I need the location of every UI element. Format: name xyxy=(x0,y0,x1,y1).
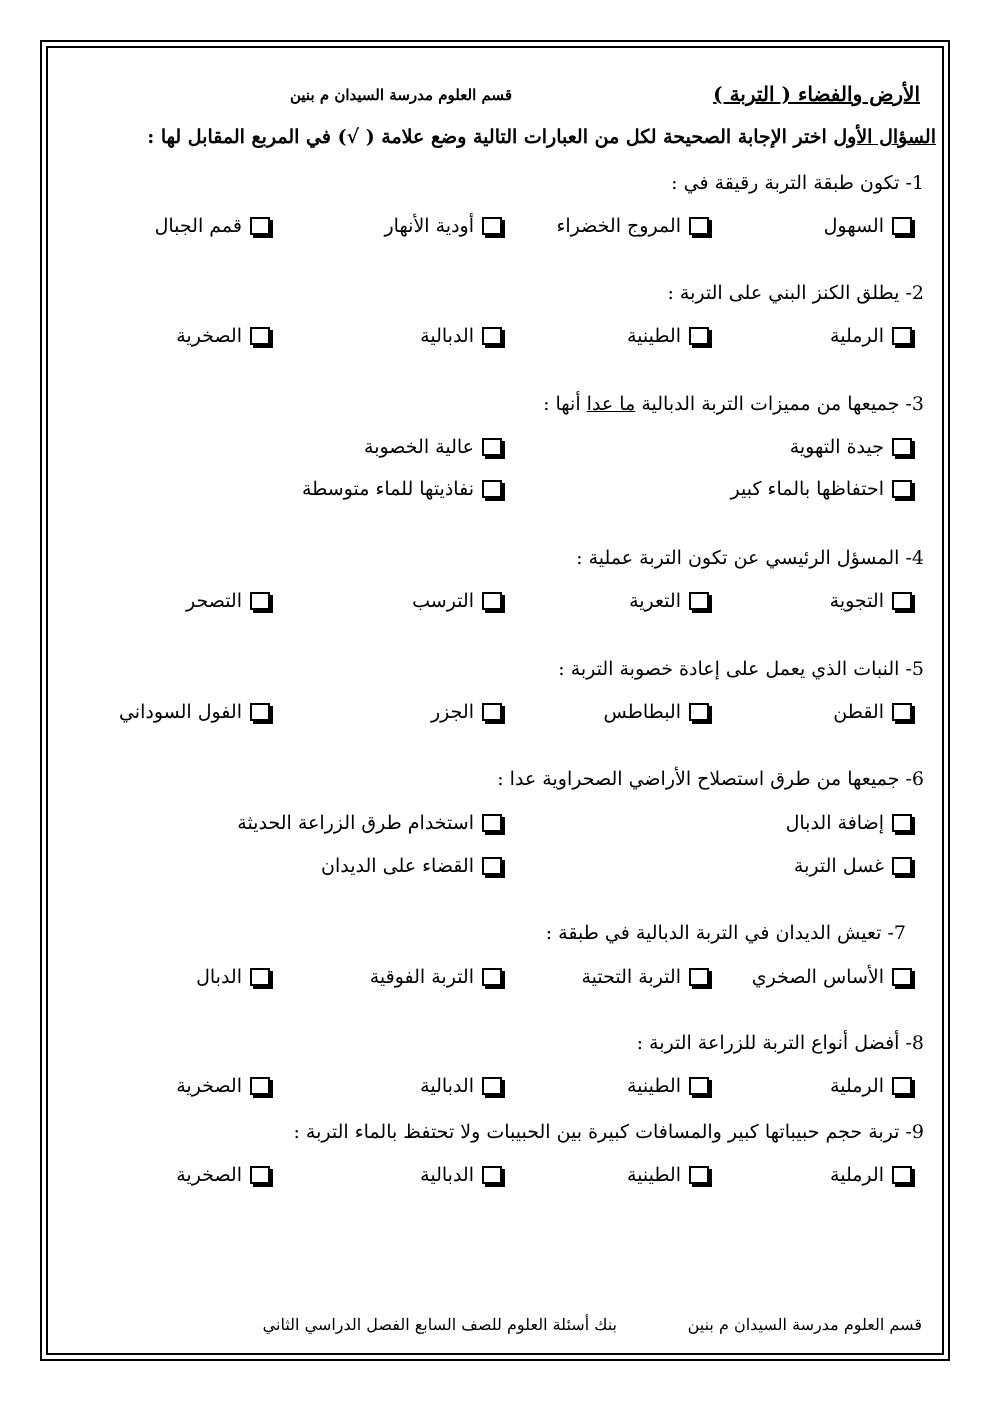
checkbox[interactable] xyxy=(250,703,270,721)
checkbox[interactable] xyxy=(250,327,270,345)
checkbox[interactable] xyxy=(482,814,502,832)
option-7-2[interactable]: التربة التحتية xyxy=(581,966,709,988)
checkbox[interactable] xyxy=(892,217,912,235)
department-label: قسم العلوم مدرسة السيدان م بنين xyxy=(289,86,512,104)
option-3-2[interactable]: عالية الخصوبة xyxy=(364,436,502,458)
option-1-3[interactable]: أودية الأنهار xyxy=(384,215,502,237)
checkbox[interactable] xyxy=(892,814,912,832)
checkbox[interactable] xyxy=(689,592,709,610)
checkbox[interactable] xyxy=(482,1077,502,1095)
checkbox[interactable] xyxy=(250,1166,270,1184)
option-5-4[interactable]: الفول السوداني xyxy=(119,701,270,723)
question-3: 3- جميعها من مميزات التربة الدبالية ما عدا أنها : xyxy=(543,393,924,415)
option-5-2[interactable]: البطاطس xyxy=(603,701,709,723)
option-1-2[interactable]: المروج الخضراء xyxy=(556,215,709,237)
question-8: 8- أفضل أنواع التربة للزراعة التربة : xyxy=(636,1032,924,1054)
instruction-text: اختر الإجابة الصحيحة لكل من العبارات التالية وضع علامة ( √) في المربع المقابل لها : xyxy=(147,126,827,148)
footer-bank: بنك أسئلة العلوم للصف السابع الفصل الدراسي الثاني xyxy=(262,1315,617,1334)
option-4-3[interactable]: الترسب xyxy=(412,590,502,612)
option-9-3[interactable]: الدبالية xyxy=(420,1164,502,1186)
option-2-2[interactable]: الطينية xyxy=(627,325,709,347)
question-5: 5- النبات الذي يعمل على إعادة خصوبة التربة : xyxy=(558,658,924,680)
option-1-4[interactable]: قمم الجبال xyxy=(155,215,270,237)
option-4-2[interactable]: التعرية xyxy=(629,590,709,612)
question-4: 4- المسؤل الرئيسي عن تكون التربة عملية : xyxy=(576,547,924,569)
checkbox[interactable] xyxy=(482,327,502,345)
option-8-4[interactable]: الصخرية xyxy=(176,1075,270,1097)
option-9-1[interactable]: الرملية xyxy=(830,1164,912,1186)
checkbox[interactable] xyxy=(689,703,709,721)
checkbox[interactable] xyxy=(892,480,912,498)
option-4-4[interactable]: التصحر xyxy=(186,590,270,612)
checkbox[interactable] xyxy=(689,968,709,986)
option-2-4[interactable]: الصخرية xyxy=(176,325,270,347)
option-6-2[interactable]: استخدام طرق الزراعة الحديثة xyxy=(237,812,502,834)
checkbox[interactable] xyxy=(892,438,912,456)
option-6-4[interactable]: القضاء على الديدان xyxy=(321,855,502,877)
checkbox[interactable] xyxy=(250,1077,270,1095)
option-7-1[interactable]: الأساس الصخري xyxy=(752,966,912,988)
option-2-1[interactable]: الرملية xyxy=(830,325,912,347)
option-3-4[interactable]: نفاذيتها للماء متوسطة xyxy=(302,478,502,500)
checkbox[interactable] xyxy=(482,480,502,498)
checkbox[interactable] xyxy=(892,857,912,875)
worksheet-title: الأرض والفضاء ( التربة ) xyxy=(713,82,920,106)
option-9-2[interactable]: الطينية xyxy=(627,1164,709,1186)
option-4-1[interactable]: التجوية xyxy=(830,590,912,612)
checkbox[interactable] xyxy=(892,1166,912,1184)
checkbox[interactable] xyxy=(892,968,912,986)
option-5-3[interactable]: الجزر xyxy=(431,701,502,723)
checkbox[interactable] xyxy=(482,217,502,235)
option-6-1[interactable]: إضافة الدبال xyxy=(786,812,912,834)
option-3-1[interactable]: جيدة التهوية xyxy=(790,436,912,458)
option-1-1[interactable]: السهول xyxy=(824,215,912,237)
footer-department: قسم العلوم مدرسة السيدان م بنين xyxy=(687,1315,922,1334)
question-1: 1- تكون طبقة التربة رقيقة في : xyxy=(671,172,924,194)
option-5-1[interactable]: القطن xyxy=(833,701,912,723)
option-9-4[interactable]: الصخرية xyxy=(176,1164,270,1186)
checkbox[interactable] xyxy=(482,592,502,610)
except-phrase: ما عدا xyxy=(586,393,636,415)
checkbox[interactable] xyxy=(892,703,912,721)
checkbox[interactable] xyxy=(482,857,502,875)
checkbox[interactable] xyxy=(482,438,502,456)
checkbox[interactable] xyxy=(689,217,709,235)
checkbox[interactable] xyxy=(689,1166,709,1184)
option-8-1[interactable]: الرملية xyxy=(830,1075,912,1097)
option-6-3[interactable]: غسل التربة xyxy=(794,855,912,877)
checkbox[interactable] xyxy=(250,592,270,610)
checkbox[interactable] xyxy=(892,592,912,610)
checkbox[interactable] xyxy=(482,1166,502,1184)
option-2-3[interactable]: الدبالية xyxy=(420,325,502,347)
question-7: 7- تعيش الديدان في التربة الدبالية في طبقة : xyxy=(545,922,906,944)
checkbox[interactable] xyxy=(482,968,502,986)
option-3-3[interactable]: احتفاظها بالماء كبير xyxy=(731,478,912,500)
checkbox[interactable] xyxy=(689,327,709,345)
checkbox[interactable] xyxy=(892,327,912,345)
option-7-4[interactable]: الدبال xyxy=(196,966,270,988)
checkbox[interactable] xyxy=(892,1077,912,1095)
checkbox[interactable] xyxy=(250,968,270,986)
checkbox[interactable] xyxy=(689,1077,709,1095)
checkbox[interactable] xyxy=(250,217,270,235)
option-8-3[interactable]: الدبالية xyxy=(420,1075,502,1097)
option-8-2[interactable]: الطينية xyxy=(627,1075,709,1097)
question-label: السؤال الأول xyxy=(833,126,936,148)
checkbox[interactable] xyxy=(482,703,502,721)
instruction xyxy=(147,126,936,148)
question-2: 2- يطلق الكنز البني على التربة : xyxy=(667,282,924,304)
option-7-3[interactable]: التربة الفوقية xyxy=(370,966,502,988)
question-6: 6- جميعها من طرق استصلاح الأراضي الصحراوية عدا : xyxy=(497,768,924,790)
question-9: 9- تربة حجم حبيباتها كبير والمسافات كبيرة بين الحبيبات ولا تحتفظ بالماء التربة : xyxy=(293,1121,924,1143)
